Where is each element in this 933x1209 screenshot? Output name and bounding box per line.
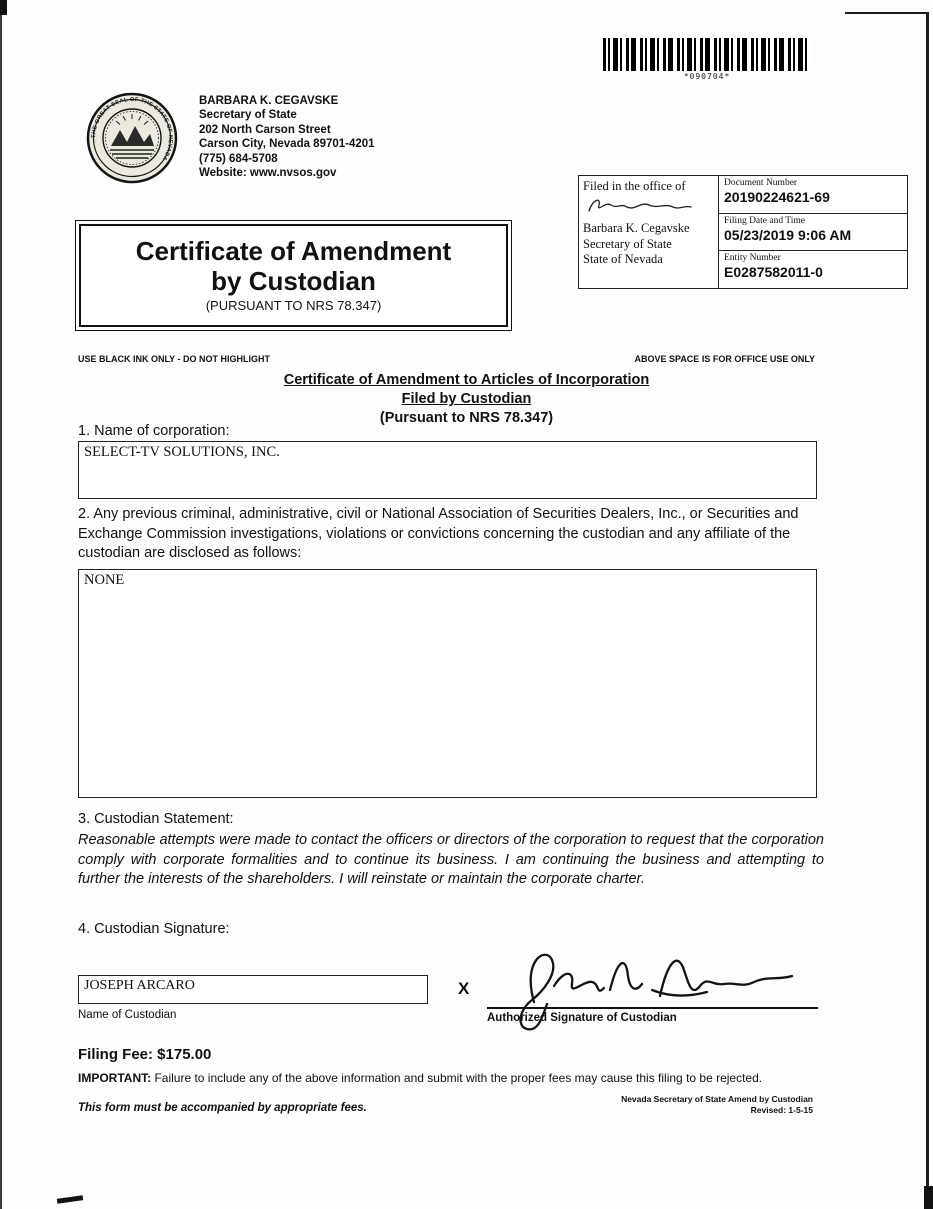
filed-stamp-box <box>578 175 908 289</box>
item1-label: 1. Name of corporation: <box>78 423 230 439</box>
filing-fee: Filing Fee: $175.00 <box>78 1046 212 1063</box>
filing-date-value: 05/23/2019 9:06 AM <box>724 226 852 243</box>
item2-label: 2. Any previous criminal, administrative, civil or National Association of Securities Dealers, Inc., or Securities and Exchange Commission investigations, violations or convictions concerning the custodian and any affiliate of the custodian are disclosed as follows: <box>78 506 799 561</box>
heading-line1: Certificate of Amendment to Articles of Incorporation <box>283 372 650 388</box>
scan-artifact <box>0 0 2 1209</box>
form-title-line1: Certificate of Amendment <box>135 236 452 266</box>
officer-name: Barbara K. Cegavske <box>583 221 690 235</box>
filed-label: Filed in the office of <box>583 179 686 193</box>
custodian-name-caption: Name of Custodian <box>78 1009 177 1021</box>
officer-org: State of Nevada <box>583 252 663 266</box>
official-title: Secretary of State <box>199 109 297 122</box>
officer-title: Secretary of State <box>583 236 672 251</box>
barcode-text: *090704* <box>683 72 731 81</box>
item3-label: 3. Custodian Statement: <box>78 811 234 827</box>
scan-artifact <box>926 14 929 1189</box>
disclosures-field <box>78 569 817 798</box>
svg-text:THE GREAT SEAL OF THE STATE OF: THE GREAT SEAL OF THE STATE OF NEVADA <box>90 96 174 162</box>
form-reference <box>621 1094 813 1115</box>
letterhead <box>199 94 375 180</box>
corporation-name-field <box>78 441 817 499</box>
signature-caption: Authorized Signature of Custodian <box>487 1012 677 1024</box>
ink-notice: USE BLACK INK ONLY - DO NOT HIGHLIGHT <box>78 354 271 364</box>
custodian-statement: Reasonable attempts were made to contact the officers or directors of the corporation to request that the corporation comply with corporate formalities and to continue its business. I am continuing the business and attempting to further the interests of the shareholders. I will reinstate or maintain the corporate charter. <box>78 832 824 887</box>
official-address1: 202 North Carson Street <box>199 123 331 136</box>
office-use-notice: ABOVE SPACE IS FOR OFFICE USE ONLY <box>634 354 815 364</box>
form-title-inner <box>79 224 508 327</box>
entity-number-row <box>719 251 907 288</box>
custodian-name-field <box>78 975 428 1004</box>
filed-stamp-right <box>719 176 907 288</box>
scan-artifact <box>0 0 7 15</box>
heading-line2: Filed by Custodian <box>401 391 532 407</box>
barcode-icon <box>603 38 811 71</box>
form-headings <box>0 371 933 428</box>
scan-artifact <box>924 1186 933 1209</box>
scan-artifact <box>845 12 929 14</box>
entity-number-label: Entity Number <box>724 253 781 264</box>
important-text: Failure to include any of the above information and submit with the proper fees may cause this filing to be rejected. <box>151 1071 763 1085</box>
filing-date-label: Filing Date and Time <box>724 215 806 226</box>
custodian-name-value: JOSEPH ARCARO <box>84 978 195 993</box>
form-reference-line1: Nevada Secretary of State Amend by Custodian <box>621 1094 813 1104</box>
official-address2: Carson City, Nevada 89701-4201 <box>199 138 375 151</box>
document-number-label: Document Number <box>724 178 798 188</box>
official-name: BARBARA K. CEGAVSKE <box>199 95 339 107</box>
form-title-statute: (PURSUANT TO NRS 78.347) <box>205 298 382 313</box>
filing-date-row <box>719 214 907 252</box>
scan-artifact <box>57 1195 83 1204</box>
filed-stamp-left <box>579 176 719 288</box>
form-title-box <box>75 220 512 331</box>
item4-label: 4. Custodian Signature: <box>78 921 230 937</box>
form-reference-line2: Revised: 1-5-15 <box>750 1104 813 1115</box>
official-website: Website: www.nvsos.gov <box>199 167 337 180</box>
important-notice <box>78 1071 870 1085</box>
form-title-line2: by Custodian <box>211 266 376 296</box>
entity-number-value: E0287582011-0 <box>724 264 823 281</box>
important-label: IMPORTANT: <box>78 1071 152 1085</box>
document-number-row <box>719 176 907 214</box>
fees-note: This form must be accompanied by appropriate fees. <box>78 1102 367 1114</box>
disclosures-value: NONE <box>84 572 125 588</box>
secretary-signature-icon <box>583 195 695 217</box>
barcode-block <box>603 38 811 81</box>
signature-x-mark: X <box>458 979 470 998</box>
heading-line3: (Pursuant to NRS 78.347) <box>379 410 554 426</box>
nevada-state-seal-icon <box>86 92 178 184</box>
official-phone: (775) 684-5708 <box>199 152 278 165</box>
corporation-name-value: SELECT-TV SOLUTIONS, INC. <box>84 444 280 460</box>
notices-row <box>78 354 815 364</box>
document-number-value: 20190224621-69 <box>724 189 830 205</box>
